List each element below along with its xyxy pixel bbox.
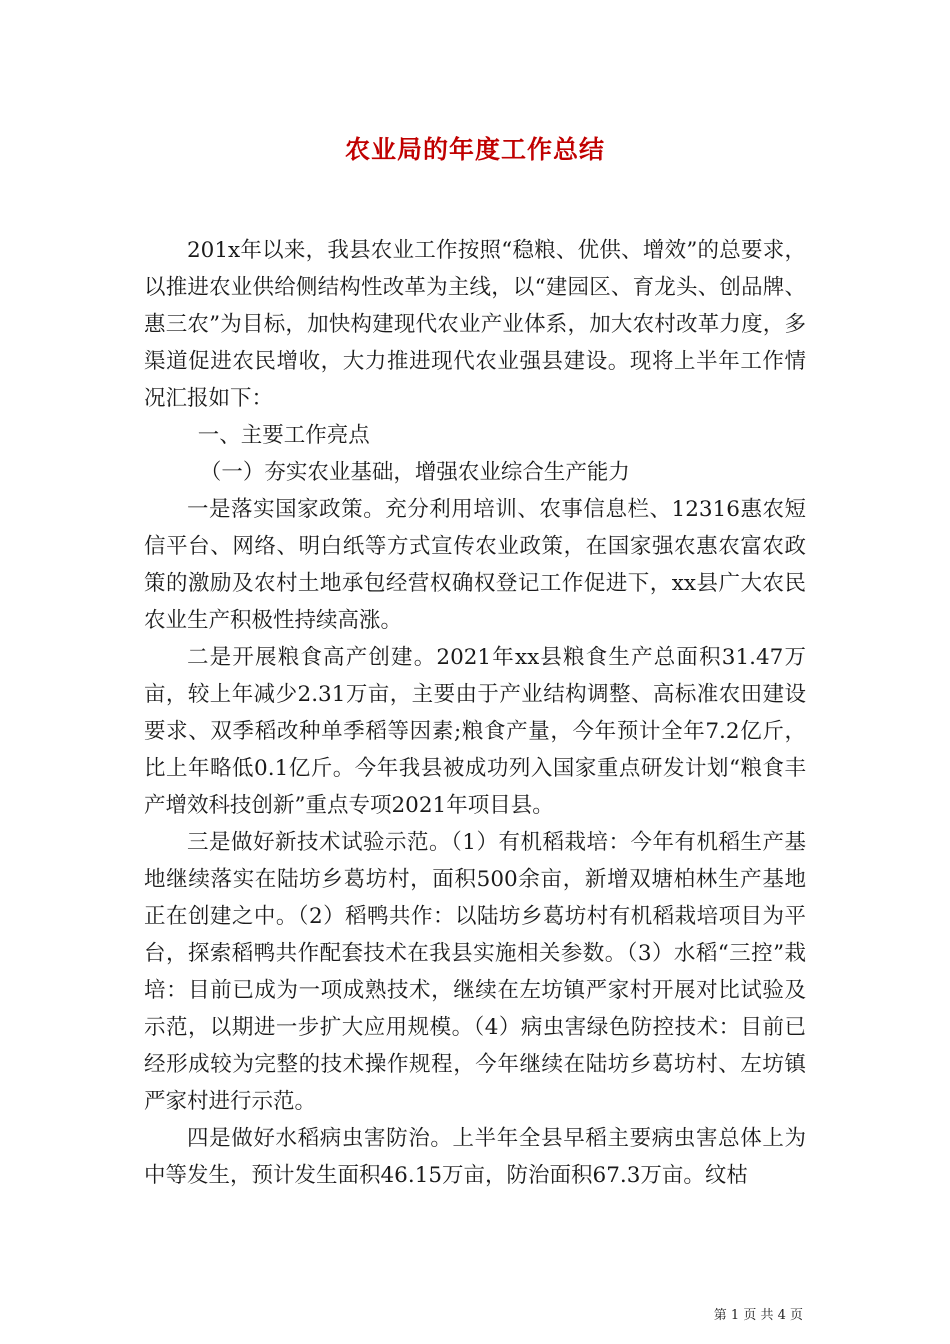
section-heading: 一、主要工作亮点 <box>197 423 370 448</box>
subsection-heading: （一）夯实农业基础，增强农业综合生产能力 <box>199 460 630 485</box>
page-footer <box>0 1304 950 1323</box>
document-title: 农业局的年度工作总结 <box>344 135 605 164</box>
paragraph-grain: 二是开展粮食高产创建。2021年xx县粮食生产总面积31.47万亩，较上年减少2.31万亩，主要由于产业结构调整、高标准农田建设要求、双季稻改种单季稻等因素;粮食产量，今年预计全年7.2亿斤，比上年略低0.1亿斤。今年我县被成功列入国家重点研发计划“粮食丰产增效科技创新”重点专项2021年项目县。 <box>144 645 806 818</box>
paragraph-technology: 三是做好新技术试验示范。（1）有机稻栽培：今年有机稻生产基地继续落实在陆坊乡葛坊村，面积500余亩，新增双塘柏林生产基地正在创建之中。（2）稻鸭共作：以陆坊乡葛坊村有机稻栽培项目为平台，探索稻鸭共作配套技术在我县实施相关参数。（3）水稻“三控”栽培：目前已成为一项成熟技术，继续在左坊镇严家村开展对比试验及示范，以期进一步扩大应用规模。（4）病虫害绿色防控技术：目前已经形成较为完整的技术操作规程，今年继续在陆坊乡葛坊村、左坊镇严家村进行示范。 <box>144 830 806 1114</box>
paragraph-policy: 一是落实国家政策。充分利用培训、农事信息栏、12316惠农短信平台、网络、明白纸等方式宣传农业政策，在国家强农惠农富农政策的激励及农村土地承包经营权确权登记工作促进下，xx县广大农民农业生产积极性持续高涨。 <box>144 497 806 633</box>
document-body <box>144 232 806 1194</box>
page-number: 第 1 页 共 4 页 <box>713 1308 803 1323</box>
paragraph-pest-control: 四是做好水稻病虫害防治。上半年全县早稻主要病虫害总体上为中等发生，预计发生面积46.15万亩，防治面积67.3万亩。纹枯 <box>144 1126 806 1188</box>
intro-paragraph: 201x年以来，我县农业工作按照“稳粮、优供、增效”的总要求，以推进农业供给侧结构性改革为主线，以“建园区、育龙头、创品牌、惠三农”为目标，加快构建现代农业产业体系，加大农村改革力度，多渠道促进农民增收，大力推进现代农业强县建设。现将上半年工作情况汇报如下： <box>144 238 806 411</box>
